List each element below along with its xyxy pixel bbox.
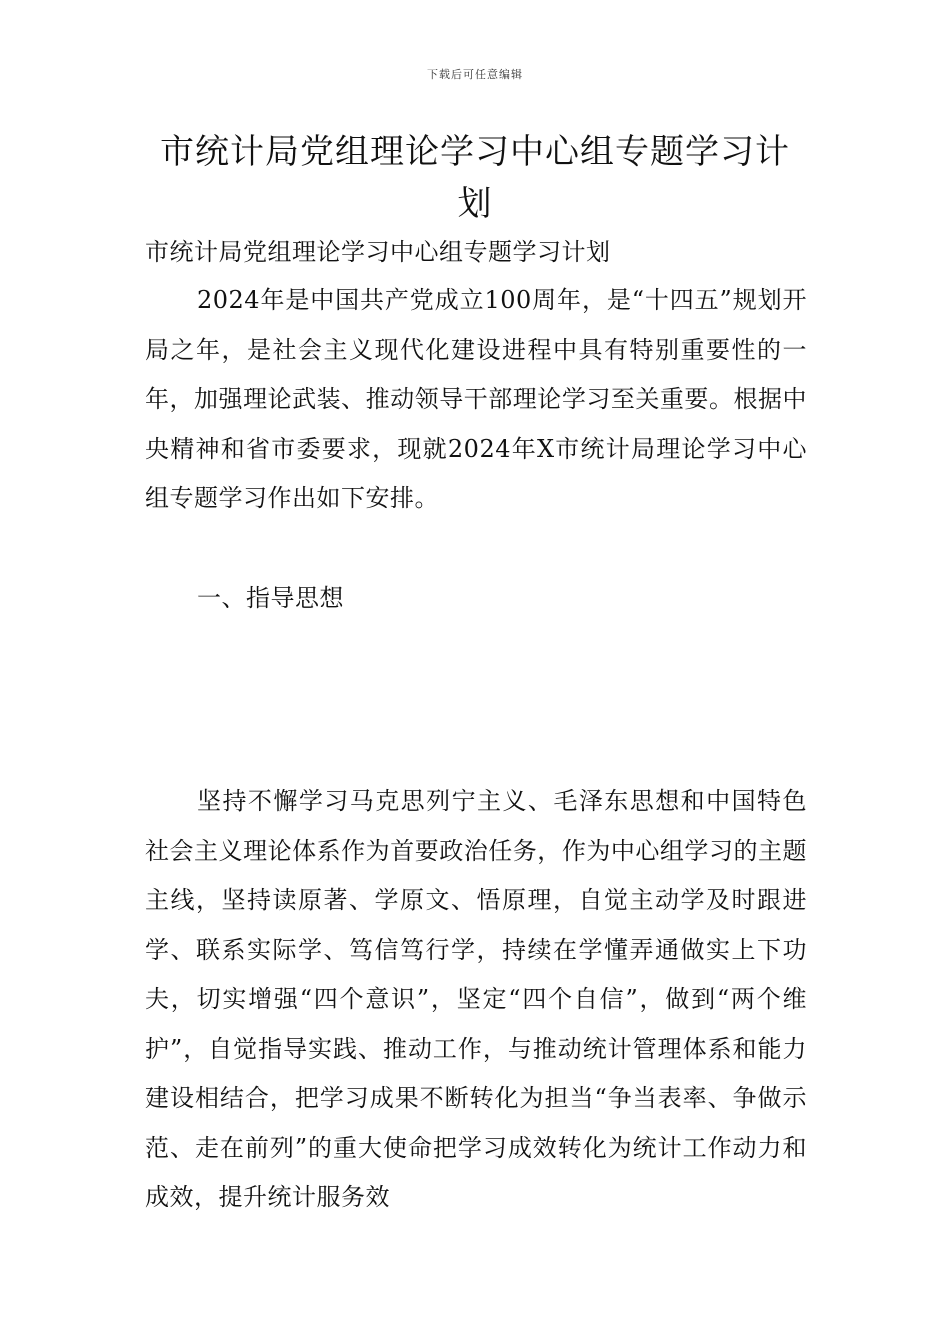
document-title: 市统计局党组理论学习中心组专题学习计划 <box>160 132 790 224</box>
section-heading-guiding-ideology: 一、指导思想 <box>197 584 344 612</box>
header-note: 下载后可任意编辑 <box>427 68 523 81</box>
document-subtitle: 市统计局党组理论学习中心组专题学习计划 <box>145 238 611 266</box>
intro-paragraph: 2024年是中国共产党成立100周年，是“十四五”规划开局之年，是社会主义现代化建设进程中具有特别重要性的一年，加强理论武装、推动领导干部理论学习至关重要。根据中央精神和省市委要求，现就2024年X市统计局理论学习中心组专题学习作出如下安排。 <box>145 286 807 512</box>
guiding-ideology-paragraph: 坚持不懈学习马克思列宁主义、毛泽东思想和中国特色社会主义理论体系作为首要政治任务，作为中心组学习的主题主线，坚持读原著、学原文、悟原理，自觉主动学及时跟进学、联系实际学、笃信笃行学，持续在学懂弄通做实上下功夫，切实增强“四个意识”，坚定“四个自信”，做到“两个维护”，自觉指导实践、推动工作，与推动统计管理体系和能力建设相结合，把学习成果不断转化为担当“争当表率、争做示范、走在前列”的重大使命把学习成效转化为统计工作动力和成效，提升统计服务效 <box>145 787 807 1211</box>
